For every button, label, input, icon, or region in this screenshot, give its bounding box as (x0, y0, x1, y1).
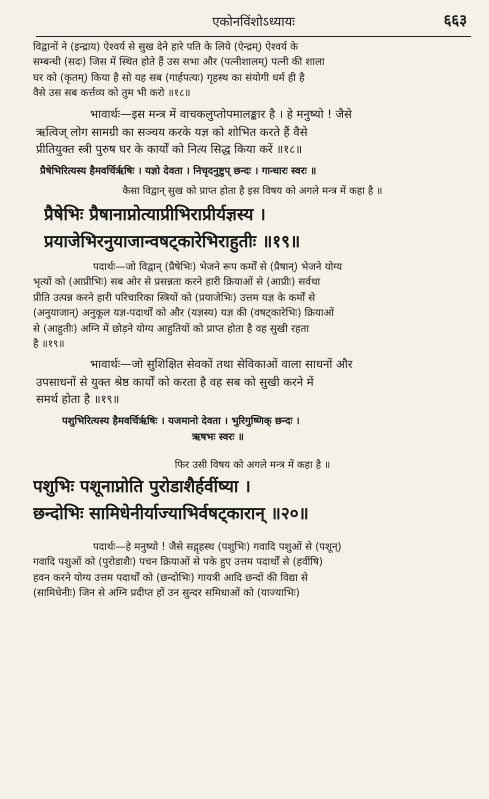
intro-paragraph (33, 40, 471, 102)
text-line: पदार्थः—जो विद्वान् (प्रैषेभिः) भेजने रूप कर्मों से (प्रैषान्) भेजने योग्य (93, 262, 343, 273)
mantra-line: छन्दोभिः सामिधेनीर्याज्याभिर्वषट्कारान् ॥२०॥ (33, 504, 309, 524)
padartha-20 (33, 540, 471, 602)
text-line: प्रीतियुक्त स्त्री पुरुष घर के कार्यों को नित्य सिद्ध किया करें ॥१८॥ (36, 142, 303, 156)
text-line: समर्थ होता है ॥१९॥ (36, 392, 120, 406)
mantra-line: प्रैषेभिः प्रैषानाप्नोत्याप्रीभिराप्रीर्यज्ञस्य । (44, 205, 266, 225)
text-line: भावार्थः—जो सुशिक्षित सेवकों तथा सेविकाओं वाला साधनों और (90, 357, 353, 371)
page-number: ६६३ (443, 11, 467, 29)
text-line: वैसे उस सब कर्त्तव्य को तुम भी करो ॥१८॥ (33, 88, 191, 100)
meta-19 (40, 164, 471, 180)
svara-line: ऋषभः स्वरः ॥ (192, 432, 244, 443)
chapter-title: एकोनविंशोऽध्यायः (212, 15, 295, 30)
text-line: घर को (कृतम्) किया है सो यह सब (गार्हपत्यः) गृहस्थ का संयोगी धर्म ही है (33, 72, 305, 84)
mantra-20 (33, 474, 471, 528)
note-19 (40, 184, 465, 200)
text-line: विद्वानों ने (इन्द्राय) ऐश्वर्य से सुख देने हारे पति के लिये (ऐन्द्रम्) ऐश्वर्य के (33, 42, 298, 53)
text-line: प्रीति उत्पन्न करने हारी परिचारिका स्त्रियों को (प्रयाजेभिः) उत्तम यज्ञ के कर्मों से (33, 292, 316, 304)
header-rule (36, 36, 471, 37)
text-line: (अनुयाजान्) अनुकूल यज्ञ-पदार्थों को और (यज्ञस्य) यज्ञ की (वषट्कारेभिः) क्रियाओं (33, 308, 334, 320)
text-line: है ॥१९॥ (33, 338, 65, 350)
text-line: ऋत्विज् लोग सामग्री का सञ्चय करके यज्ञ को शोभित करते हैं वैसे (36, 124, 308, 139)
text-line: भृत्यों को (आप्रीभिः) सब ओर से प्रसन्नता करने हारी क्रियाओं से (आप्रीः) सर्वथा (33, 277, 321, 289)
mantra-line: पशुभिः पशूनाप्नोति पुरोडाशैर्हवींष्या । (33, 477, 251, 497)
bhavartha-19 (36, 356, 471, 409)
padartha-19 (33, 260, 471, 352)
bhavartha-18 (36, 106, 471, 159)
text-line: से (आहुतीः) अग्नि में छोड़ने योग्य आहुतियों को प्राप्त होता है वह सुखी रहता (33, 323, 310, 335)
text-line: उपसाधनों से युक्त श्रेष्ठ कार्यों को करता है वह सब को सुखी करने में (36, 374, 314, 389)
text-line: गवादि पशुओं को (पुरोडाशैः) पचन क्रियाओं से पके हुए उत्तम पदार्थों से (हवींषि) (33, 557, 323, 569)
rishi-devata-line: पशुभिरित्यस्य हैमवर्चिर्ऋषिः । यजमानो देवता । भुरिगुष्णिक् छन्दः । (62, 416, 300, 427)
note-20 (40, 458, 465, 474)
section-note: कैसा विद्वान् सुख को प्राप्त होता है इस विषय को अगले मन्त्र में कहा है ॥ (122, 186, 383, 197)
text-line: हवन करने योग्य उत्तम पदार्थों को (छन्दोभिः) गायत्री आदि छन्दों की विद्या से (33, 572, 308, 584)
text-line: (सामिधेनीः) जिन से अग्नि प्रदीप्त हों उन सुन्दर समिधाओं को (याज्याभिः) (33, 588, 300, 600)
text-line: पदार्थः—हे मनुष्यो ! जैसे सद्गृहस्थ (पशुभिः) गवादि पशुओं से (पशून्) (93, 542, 342, 553)
text-line: सम्बन्धी (सदः) जिस में स्थित होते हैं उस सभा और (पत्नीशालम्) पत्नी की शाला (33, 57, 325, 69)
mantra-line: प्रयाजेभिरनुयाजान्वषट्कारेभिराहुतीः ॥१९॥ (44, 232, 301, 252)
page-header (36, 10, 471, 34)
section-note: फिर उसी विषय को अगले मन्त्र में कहा है ॥ (174, 460, 331, 471)
meta-20 (62, 414, 471, 446)
rishi-devata-line: प्रैषेभिरित्यस्य हैमवर्चिर्ऋषिः । यज्ञो देवता । निचृदनुष्टुप् छन्दः । गान्धारः स्वरः ॥ (40, 166, 317, 177)
mantra-19 (44, 202, 471, 256)
text-line: भावार्थः—इस मन्त्र में वाचकलुप्तोपमालङ्कार है । हे मनुष्यो ! जैसे (90, 107, 352, 121)
